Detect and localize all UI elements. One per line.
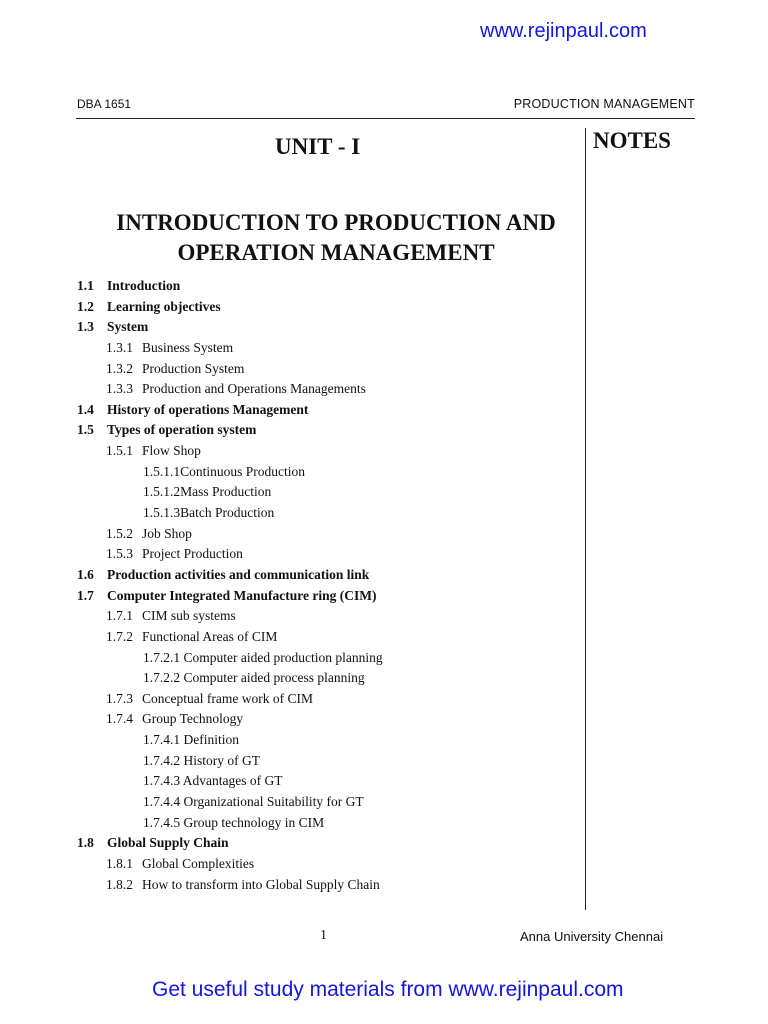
toc-item [77,565,577,586]
toc-item-label: Computer aided process planning [180,670,365,686]
toc-item-number: 1.5.1.3 [143,505,181,521]
toc-item-number: 1.3 [77,319,94,335]
toc-item-number: 1.5.3 [106,546,133,562]
toc-item-number: 1.3.3 [106,381,133,397]
toc-item-label: History of GT [180,752,260,768]
toc-item-number: 1.8 [77,835,94,851]
toc-item-number: 1.7.4 [106,711,133,727]
toc-item [77,854,577,875]
toc-item-number: 1.7.4.3 [143,773,181,789]
toc-item [77,359,577,380]
toc-item [77,420,577,441]
toc-item [77,317,577,338]
toc-item-number: 1.5.1 [106,443,133,459]
toc-item-number: 1.7.1 [106,608,133,624]
toc-item-number: 1.3.1 [106,339,133,355]
unit-title: UNIT - I [275,134,361,159]
toc-item-label: How to transform into Global Supply Chain [142,876,380,892]
toc-item-label: Conceptual frame work of CIM [142,690,313,706]
toc-item-label: Global Complexities [142,855,255,871]
toc-item-label: System [107,319,149,335]
toc-item-number: 1.2 [77,298,94,314]
page-number: 1 [320,928,327,943]
toc-item [77,276,577,297]
toc-item [77,648,577,669]
toc-item [77,833,577,854]
toc-item [77,524,577,545]
toc-item [77,751,577,772]
toc-item [77,338,577,359]
toc-item-label: Computer aided production planning [180,649,383,665]
chapter-title: INTRODUCTION TO PRODUCTION AND OPERATION MANAGEMENT [116,210,556,265]
toc-item-label: CIM sub systems [142,608,236,624]
university-name: Anna University Chennai [520,929,664,944]
toc-item-number: 1.8.2 [106,876,133,892]
header-rule [76,118,695,119]
toc-item-label: Job Shop [142,525,192,541]
toc-item [77,482,577,503]
toc-item [77,606,577,627]
toc-item-label: Production activities and communication link [107,566,370,582]
toc-item-number: 1.7.2 [106,628,133,644]
toc-item [77,462,577,483]
footer-banner-link[interactable]: Get useful study materials from www.rejinpaul.com [152,978,624,1001]
toc-item-label: Learning objectives [107,298,221,314]
toc-item-number: 1.5.1.2 [143,484,181,500]
toc-item-number: 1.7.2.1 [143,649,181,665]
toc-item-label: Definition [180,732,239,748]
toc-item-number: 1.7.4.1 [143,732,181,748]
toc-item-number: 1.8.1 [106,855,133,871]
toc-item [77,875,577,896]
toc-item-label: Group technology in CIM [180,814,325,830]
toc-item [77,586,577,607]
toc-item-number: 1.5.1.1 [143,463,181,479]
toc-item-number: 1.7.4.5 [143,814,181,830]
toc-item [77,441,577,462]
toc-item-label: Functional Areas of CIM [142,628,278,644]
toc-item-label: Group Technology [142,711,244,727]
toc-item-label: Global Supply Chain [107,835,229,851]
toc-item-label: History of operations Management [107,401,309,417]
toc-item [77,709,577,730]
toc-item [77,689,577,710]
toc-item-number: 1.7.4.4 [143,794,181,810]
toc-item-label: Types of operation system [107,422,257,438]
notes-label: NOTES [593,128,671,153]
toc-item-number: 1.7.2.2 [143,670,181,686]
site-link[interactable]: www.rejinpaul.com [480,20,647,42]
toc-item [77,668,577,689]
course-code: DBA 1651 [77,97,132,111]
toc-item [77,400,577,421]
toc-item-label: Production System [142,360,245,376]
toc-item-number: 1.6 [77,566,94,582]
toc-item-number: 1.5.2 [106,525,133,541]
toc-item-number: 1.7.3 [106,690,133,706]
toc-item-label: Organizational Suitability for GT [180,794,364,810]
toc-item-label: Flow Shop [142,443,201,459]
toc-item-label: Advantages of GT [180,773,283,789]
toc-item-label: Introduction [107,278,181,293]
table-of-contents [77,276,577,895]
toc-item [77,379,577,400]
toc-item-label: Continuous Production [180,463,306,479]
toc-item [77,792,577,813]
toc-item-label: Production and Operations Managements [142,381,366,397]
toc-item [77,813,577,834]
toc-item-label: Computer Integrated Manufacture ring (CIM) [107,587,377,603]
toc-item-number: 1.5 [77,422,94,438]
toc-item [77,627,577,648]
toc-item-label: Batch Production [180,505,275,521]
toc-item [77,544,577,565]
toc-item-label: Mass Production [180,484,272,500]
toc-item-label: Business System [142,339,234,355]
toc-item [77,730,577,751]
toc-item-label: Project Production [142,546,243,562]
toc-item-number: 1.4 [77,401,94,417]
toc-item [77,503,577,524]
toc-item [77,297,577,318]
toc-item-number: 1.7 [77,587,94,603]
toc-item [77,771,577,792]
toc-item-number: 1.3.2 [106,360,133,376]
toc-item-number: 1.1 [77,278,94,293]
course-title: PRODUCTION MANAGEMENT [513,97,695,111]
toc-item-number: 1.7.4.2 [143,752,181,768]
